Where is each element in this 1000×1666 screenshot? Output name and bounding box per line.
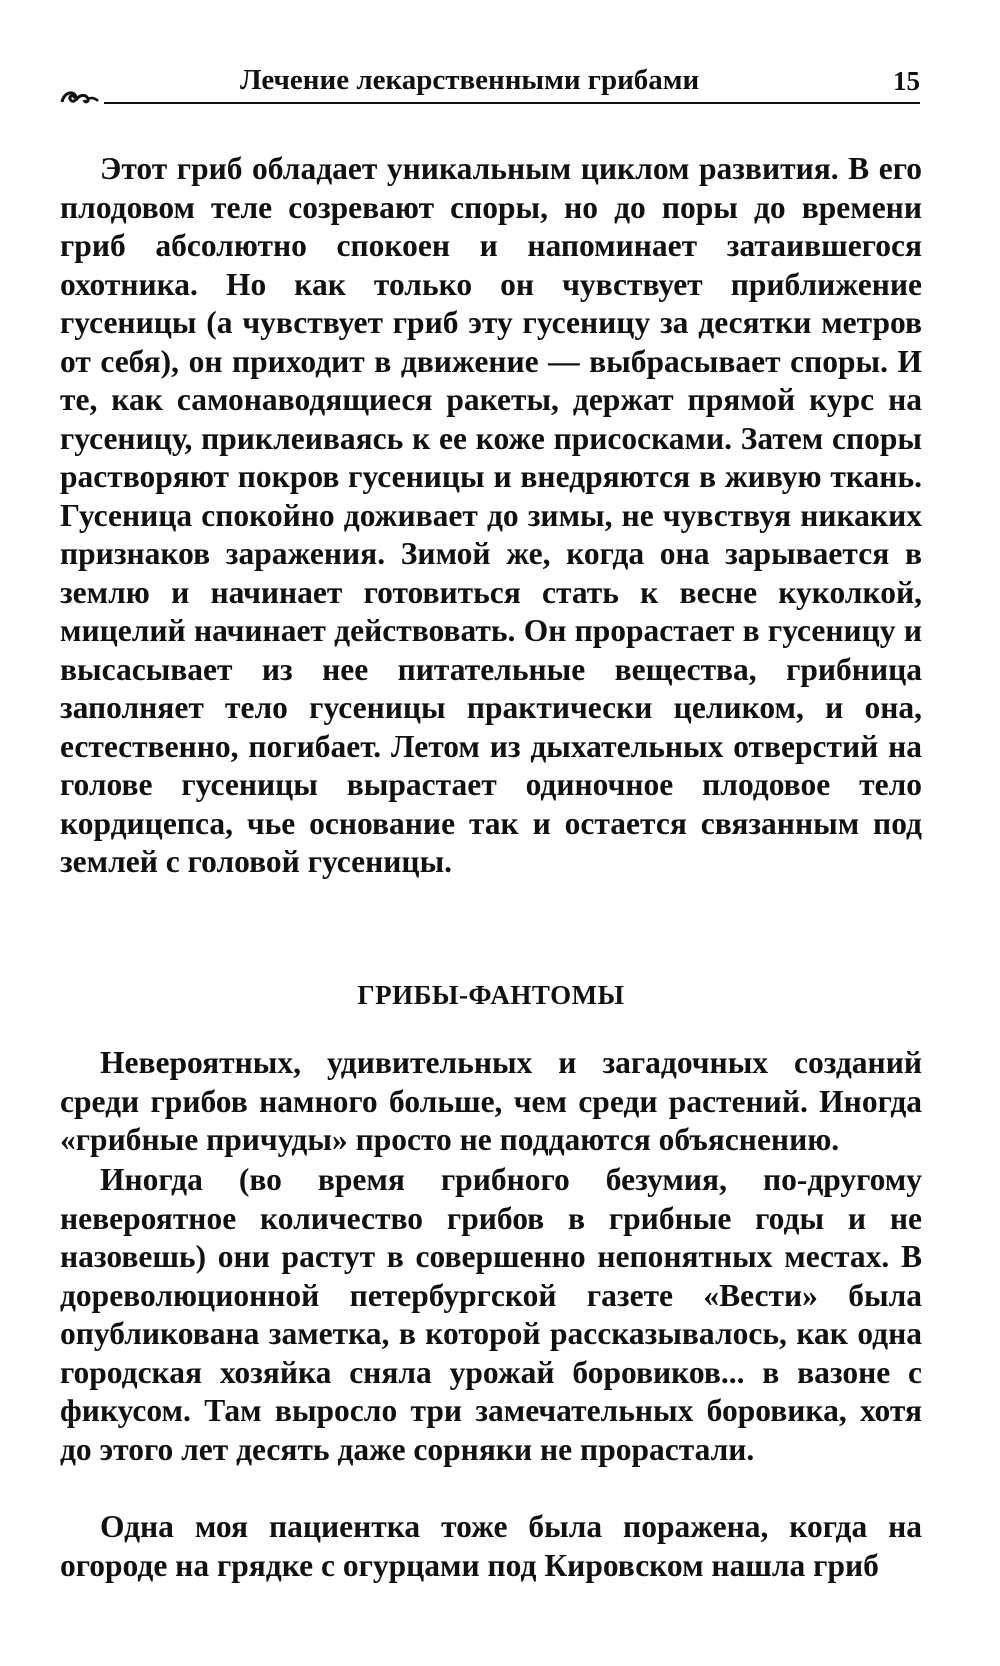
section-heading: ГРИБЫ-ФАНТОМЫ [357, 980, 625, 1010]
ornament-flourish-icon [60, 88, 100, 106]
paragraph-patient-story: Одна моя пациентка тоже была поражена, когда на огороде на грядке с огурцами под Кировском нашла гриб [60, 1509, 922, 1583]
paragraph-cordyceps-cycle: Этот гриб обладает уникальным циклом развития. В его плодовом теле созревают споры, но до поры до времени гриб абсолютно спокоен и напоминает затаившегося охотника. Но как только он чувствует приближение гусеницы (а чувствует гриб эту гусеницу за десятки метров от себя), он приходит в движение — выбрасывает споры. И те, как самонаводящиеся ракеты, держат прямой курс на гусеницу, приклеиваясь к ее коже присосками. Затем споры растворяют покров гусеницы и внедряются в живую ткань. Гусеница спокойно доживает до зимы, не чувствуя никаких признаков заражения. Зимой же, когда она зарывается в землю и начинает готовиться стать к весне куколкой, мицелий начинает действовать. Он прорастает в гусеницу и высасывает из нее питательные вещества, грибница заполняет тело гусеницы практически целиком, и она, естественно, погибает. Летом из дыхательных отверстий на голове гусеницы вырастает одиночное плодовое тело кордицепса, чье основание так и остается связанным под землей с головой гусеницы. [60, 151, 922, 879]
header-rule [104, 102, 920, 104]
paragraph-intro-phantoms: Невероятных, удивительных и загадочных созданий среди грибов намного больше, чем среди растений. Иногда «грибные причуды» просто не поддаются объяснению. [60, 1045, 922, 1157]
running-header [60, 58, 920, 108]
page-number: 15 [893, 66, 920, 96]
paragraph-ficus-boletus: Иногда (во время грибного безумия, по-другому невероятное количество грибов в грибные годы и не назовешь) они растут в совершенно непонятных местах. В дореволюционной петербургской газете «Вести» была опубликована заметка, в которой рассказывалось, как одна городская хозяйка сняла урожай боровиков... в вазоне с фикусом. Там выросло три замечательных боровика, хотя до этого лет десять даже сорняки не прорастали. [60, 1162, 922, 1467]
running-header-title: Лечение лекарственными грибами [240, 64, 700, 96]
